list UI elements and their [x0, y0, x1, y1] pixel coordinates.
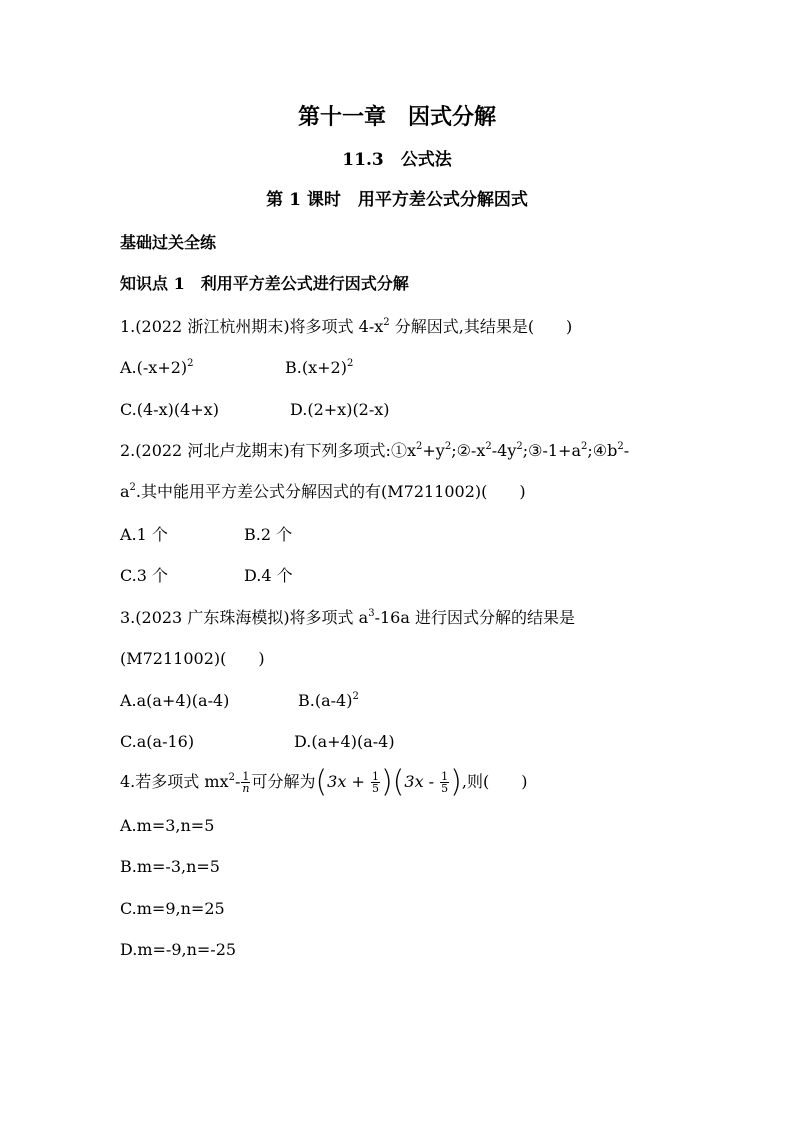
q2-text-a: 2.(2022 河北卢龙期末)有下列多项式:①x — [120, 441, 416, 460]
question-2-stem-line2 — [120, 482, 526, 502]
q4-paren-close-1: ) — [380, 764, 393, 800]
q4-text-a: 4.若多项式 mx — [120, 772, 229, 791]
q3-option-d: D.(a+4)(a-4) — [294, 732, 395, 751]
q1-text-b: 分解因式,其结果是( ) — [389, 317, 573, 336]
q2-option-a: A.1 个 — [120, 525, 168, 544]
q1-option-a — [120, 358, 194, 378]
chapter-title: 第十一章 因式分解 — [297, 104, 496, 130]
q1-option-a-text: A.(-x+2) — [120, 358, 188, 377]
q2-option-d: D.4 个 — [244, 566, 293, 585]
q2-exp-5: 2 — [581, 441, 588, 452]
q4-factor1-text: 3x + — [327, 772, 370, 791]
q3-option-b — [298, 691, 359, 711]
q4-factor1-fraction — [371, 771, 380, 794]
lesson-title: 第 1 课时 用平方差公式分解因式 — [266, 190, 528, 210]
q2-exp-3: 2 — [485, 441, 492, 452]
q4-factor1-denominator: 5 — [371, 782, 379, 795]
knowledge-point-heading: 知识点 1 利用平方差公式进行因式分解 — [120, 274, 409, 293]
q1-option-d: D.(2+x)(2-x) — [290, 400, 390, 419]
q3-option-c: C.a(a-16) — [120, 732, 195, 751]
q3-option-b-text: B.(a-4) — [298, 691, 353, 710]
q4-factor2-text: 3x - — [404, 772, 440, 791]
q1-option-a-exp: 2 — [187, 358, 194, 369]
question-1-stem — [120, 317, 572, 337]
q4-factor2-numerator: 1 — [441, 770, 449, 783]
q1-option-b-exp: 2 — [346, 358, 354, 369]
question-3-stem-line1 — [120, 608, 575, 628]
q4-option-a: A.m=3,n=5 — [120, 816, 215, 835]
q4-option-c: C.m=9,n=25 — [120, 899, 225, 918]
q2-text-c: ;②-x — [451, 441, 486, 460]
question-2-stem-line1 — [120, 441, 629, 461]
q3-exp: 3 — [368, 608, 375, 619]
q4-factor1-numerator: 1 — [371, 770, 379, 783]
q4-fraction-1-over-n — [241, 771, 250, 794]
q3-option-a: A.a(a+4)(a-4) — [120, 691, 230, 710]
q2-text-b: +y — [422, 441, 445, 460]
q2-exp-2: 2 — [444, 441, 452, 452]
q4-frac1-denominator: n — [242, 782, 250, 795]
question-4-stem — [120, 764, 528, 800]
q4-minus: - — [234, 772, 241, 791]
q2-text-d: -4y — [491, 441, 517, 460]
question-3-stem-line2: (M7211002)( ) — [120, 649, 265, 668]
q1-option-b — [285, 358, 353, 378]
q2-exp-1: 2 — [415, 441, 423, 452]
q4-text-c: ,则( ) — [461, 772, 528, 791]
q4-option-b: B.m=-3,n=5 — [120, 857, 220, 876]
q4-frac1-numerator: 1 — [242, 770, 250, 783]
exercise-heading: 基础过关全练 — [120, 233, 217, 252]
q4-factor2-fraction — [440, 771, 449, 794]
q4-paren-open-2: ( — [392, 764, 405, 800]
q2-text-f: ;④b — [587, 441, 618, 460]
q3-text-a: 3.(2023 广东珠海模拟)将多项式 a — [120, 608, 369, 627]
q4-paren-open-1: ( — [315, 764, 328, 800]
q3-text-b: -16a 进行因式分解的结果是 — [374, 608, 575, 627]
q2-text-e: ;③-1+a — [522, 441, 581, 460]
q1-exponent: 2 — [383, 317, 390, 328]
q4-paren-close-2: ) — [450, 764, 462, 800]
q2-line2-a: a — [120, 482, 130, 501]
q2-option-b: B.2 个 — [244, 525, 293, 544]
section-title: 11.3 公式法 — [342, 150, 452, 170]
q4-factor2-denominator: 5 — [441, 782, 449, 795]
q2-exp-4: 2 — [516, 441, 523, 452]
q4-text-b: 可分解为 — [251, 772, 316, 791]
q1-text-a: 1.(2022 浙江杭州期末)将多项式 4-x — [120, 317, 384, 336]
q2-option-c: C.3 个 — [120, 566, 169, 585]
q2-line2-b: .其中能用平方差公式分解因式的有(M7211002)( ) — [135, 482, 526, 501]
q4-exp: 2 — [228, 772, 235, 783]
q1-option-c: C.(4-x)(4+x) — [120, 400, 219, 419]
q2-line2-exp: 2 — [129, 482, 136, 493]
q2-text-g: - — [623, 441, 630, 460]
q1-option-b-text: B.(x+2) — [285, 358, 347, 377]
q4-option-d: D.m=-9,n=-25 — [120, 940, 237, 959]
q3-option-b-exp: 2 — [352, 691, 359, 702]
q2-exp-6: 2 — [617, 441, 624, 452]
